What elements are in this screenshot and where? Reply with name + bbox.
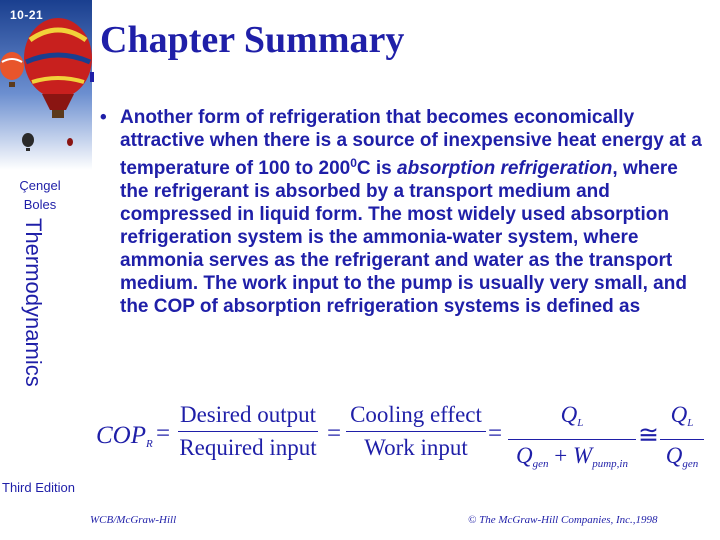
ql-symbol: Q (560, 402, 578, 427)
edition-label: Third Edition (2, 480, 75, 495)
ql-subscript: L (577, 417, 584, 429)
desired-output: Desired output (179, 402, 317, 427)
w-subscript: pump,in (592, 458, 628, 470)
degree-unit: C (356, 158, 371, 179)
fraction-ql-over-qgen (660, 402, 704, 477)
qgen-symbol: Q (516, 443, 533, 468)
fraction-cooling-over-work (346, 402, 486, 461)
equals-sign-1: = (156, 420, 171, 447)
w-symbol: W (573, 443, 593, 468)
equals-sign-3: = (488, 420, 503, 447)
plus-sign: + (548, 443, 574, 468)
required-input: Required input (179, 435, 317, 460)
author-boles: Boles (23, 197, 57, 212)
vertical-book-title-text: Thermodynamics (21, 218, 46, 387)
degree-superscript: 0 (350, 156, 357, 170)
cop-symbol: COP (96, 422, 146, 449)
qgen-subscript-2: gen (682, 458, 699, 470)
qgen-denominator (660, 443, 704, 477)
fraction-bar-4 (660, 439, 704, 440)
ql-numerator-2 (660, 402, 704, 436)
slide-title: Chapter Summary (100, 19, 405, 61)
bullet-text (120, 106, 710, 318)
bullet-text-part-3: , where the refrigerant is absorbed by a transport medium and compressed in liquid form. The most widely used absorption refrigeration system is the ammonia-water system, where ammonia serves as the refrigerant and water as the transport medium. The work input to the pump is usually very small, and the COP of absorption refrigeration systems is defined as (120, 158, 687, 317)
footer-publisher: WCB/McGraw-Hill (90, 514, 177, 526)
qgen-subscript: gen (532, 458, 549, 470)
slide-number: 10-21 (10, 8, 44, 22)
qgen-symbol-2: Q (665, 443, 683, 468)
ql-numerator (508, 402, 636, 436)
bullet-marker: • (100, 107, 107, 128)
cop-lhs (96, 422, 153, 450)
author-cengel: Çengel (19, 178, 61, 193)
authors (0, 176, 80, 214)
cop-equation (96, 396, 708, 476)
work-input: Work input (364, 435, 468, 460)
fraction-bar-2 (346, 431, 486, 432)
fraction-bar-1 (178, 431, 318, 432)
footer-copyright: © The McGraw-Hill Companies, Inc.,1998 (468, 514, 658, 526)
cooling-effect: Cooling effect (350, 402, 482, 427)
fraction-ql-over-qgen-plus-w (508, 402, 636, 477)
equals-sign-2: = (327, 420, 342, 447)
emphasis-term: absorption refrigeration (397, 158, 613, 179)
title-rule (90, 72, 94, 82)
vertical-book-title (20, 218, 46, 468)
ql-subscript-2: L (687, 417, 694, 429)
ql-symbol-2: Q (670, 402, 688, 427)
bullet-text-part-1: Another form of refrigeration that becomes economically attractive when there is a source of inexpensive heat energy at a temperature of 100 to 200 (120, 107, 702, 179)
fraction-desired-over-required (178, 402, 318, 461)
bullet-text-part-2: is (370, 158, 398, 179)
cop-subscript: R (146, 438, 153, 450)
fraction-bar-3 (508, 439, 636, 440)
hot-air-balloons-image (0, 0, 92, 170)
qgen-plus-w-denominator (508, 443, 636, 477)
left-sidebar (0, 0, 92, 540)
approx-sign: ≅ (638, 422, 659, 449)
